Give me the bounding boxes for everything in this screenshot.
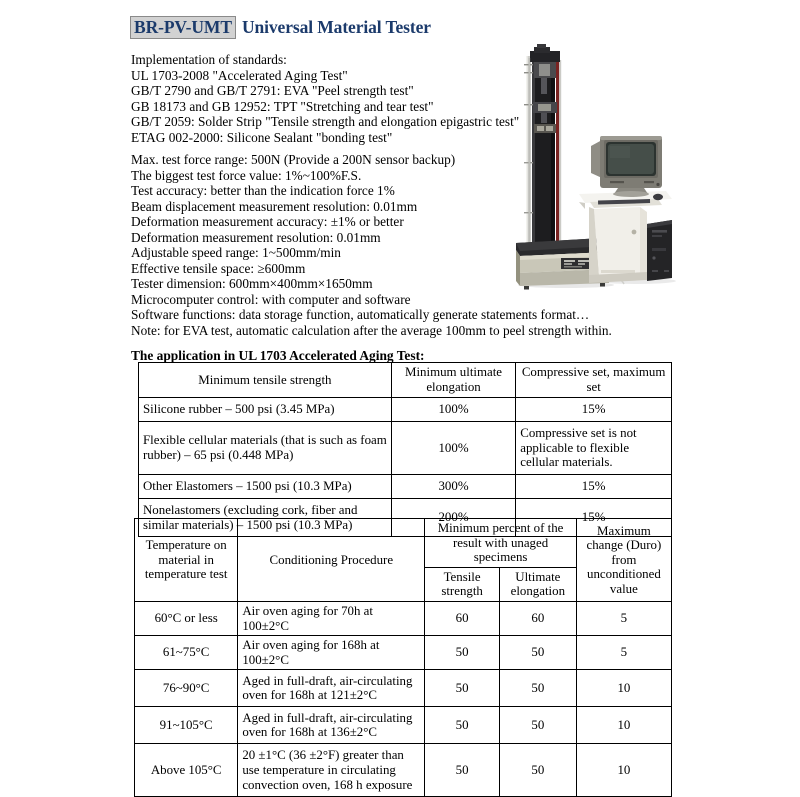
cell-procedure: Air oven aging for 70h at 100±2°C [238,601,425,635]
cell-elongation: 200% [391,499,515,537]
cell-duro: 5 [576,636,671,670]
table-row [135,707,672,744]
cell-material: Flexible cellular materials (that is such as foam rubber) – 65 psi (0.448 MPa) [139,422,392,475]
cell-compressive: 15% [516,398,672,422]
product-title-text: Universal Material Tester [241,17,431,37]
cell-elongation: 100% [391,422,515,475]
cell-elongation: 50 [499,636,576,670]
spec-line: Deformation measurement accuracy: ±1% or better [131,214,404,230]
cell-elongation: 50 [499,707,576,744]
cell-elongation: 50 [499,670,576,707]
page-title [130,16,431,39]
cell-tensile: 50 [425,670,500,707]
spec-line: Beam displacement measurement resolution: 0.01mm [131,198,418,214]
table-row [139,398,672,422]
standard-line: GB 18173 and GB 12952: TPT "Stretching and tear test" [131,98,434,114]
cell-temperature: Above 105°C [135,744,238,797]
spec-line: Software functions: data storage function, automatically generate statements format… [131,307,590,323]
spec-line: Max. test force range: 500N (Provide a 200N sensor backup) [131,152,456,167]
header-conditioning-procedure: Conditioning Procedure [238,519,425,602]
spec-line: Adjustable speed range: 1~500mm/min [131,245,341,261]
header-ultimate-elongation: Ultimate elongation [499,567,576,601]
header-minimum-tensile-strength: Minimum tensile strength [139,363,392,398]
standard-line: GB/T 2790 and GB/T 2791: EVA "Peel strength test" [131,83,414,99]
standard-line: UL 1703-2008 "Accelerated Aging Test" [131,67,348,83]
table-row [135,636,672,670]
standards-block [131,52,519,145]
cell-duro: 10 [576,744,671,797]
cell-elongation: 100% [391,398,515,422]
table-row [135,670,672,707]
cell-compressive: 15% [516,499,672,537]
header-compressive-set: Compressive set, maximum set [516,363,672,398]
cell-temperature: 91~105°C [135,707,238,744]
cell-duro: 10 [576,670,671,707]
spec-line: Note: for EVA test, automatic calculation after the average 100mm to peel strength within. [131,323,612,339]
spec-line: The biggest test force value: 1%~100%F.S. [131,167,362,183]
spec-line: Tester dimension: 600mm×400mm×1650mm [131,276,373,292]
header-tensile-strength: Tensile strength [425,567,500,601]
application-section-heading: The application in UL 1703 Accelerated Aging Test: [131,348,425,363]
table-row [139,422,672,475]
header-minimum-ultimate-elongation: Minimum ultimate elongation [391,363,515,398]
spec-line: Microcomputer control: with computer and software [131,291,411,307]
spec-line: Effective tensile space: ≥600mm [131,260,306,276]
header-temperature-on-material: Temperature on material in temperature test [135,519,238,602]
cell-duro: 10 [576,707,671,744]
product-photo-machine [506,42,682,290]
table-row [135,601,672,635]
cell-material: Other Elastomers – 1500 psi (10.3 MPa) [139,475,392,499]
cell-temperature: 61~75°C [135,636,238,670]
cell-elongation: 50 [499,744,576,797]
cell-procedure: 20 ±1°C (36 ±2°F) greater than use temperature in circulating convection oven, 168 h exposure [238,744,425,797]
cell-compressive: Compressive set is not applicable to flexible cellular materials. [516,422,672,475]
cell-tensile: 50 [425,744,500,797]
spec-line: Test accuracy: better than the indication force 1% [131,183,395,199]
cell-procedure: Aged in full-draft, air-circulating oven for 168h at 136±2°C [238,707,425,744]
table-header-row [139,363,672,398]
cell-material: Silicone rubber – 500 psi (3.45 MPa) [139,398,392,422]
standards-heading: Implementation of standards: [131,52,287,67]
cell-duro: 5 [576,601,671,635]
cell-procedure: Aged in full-draft, air-circulating oven for 168h at 121±2°C [238,670,425,707]
temperature-conditioning-table [134,518,672,797]
table-row [139,475,672,499]
cell-procedure: Air oven aging for 168h at 100±2°C [238,636,425,670]
standard-line: GB/T 2059: Solder Strip "Tensile strength and elongation epigastric test" [131,114,520,130]
cell-temperature: 60°C or less [135,601,238,635]
header-minimum-percent-group: Minimum percent of the result with unaged specimens [425,519,576,568]
cell-tensile: 60 [425,601,500,635]
cell-temperature: 76~90°C [135,670,238,707]
table-row [135,744,672,797]
cell-tensile: 50 [425,707,500,744]
application-table [138,362,672,537]
product-code-highlight: BR-PV-UMT [130,16,236,39]
cell-material: Nonelastomers (excluding cork, fiber and similar materials) – 1500 psi (10.3 MPa) [139,499,392,537]
cell-tensile: 50 [425,636,500,670]
spec-line: Deformation measurement resolution: 0.01mm [131,229,381,245]
cell-elongation: 60 [499,601,576,635]
cell-compressive: 15% [516,475,672,499]
cell-elongation: 300% [391,475,515,499]
standard-line: ETAG 002-2000: Silicone Sealant "bonding test" [131,129,393,145]
table-header-row-top [135,519,672,568]
header-maximum-change-duro: Maximum change (Duro) from unconditioned value [576,519,671,602]
